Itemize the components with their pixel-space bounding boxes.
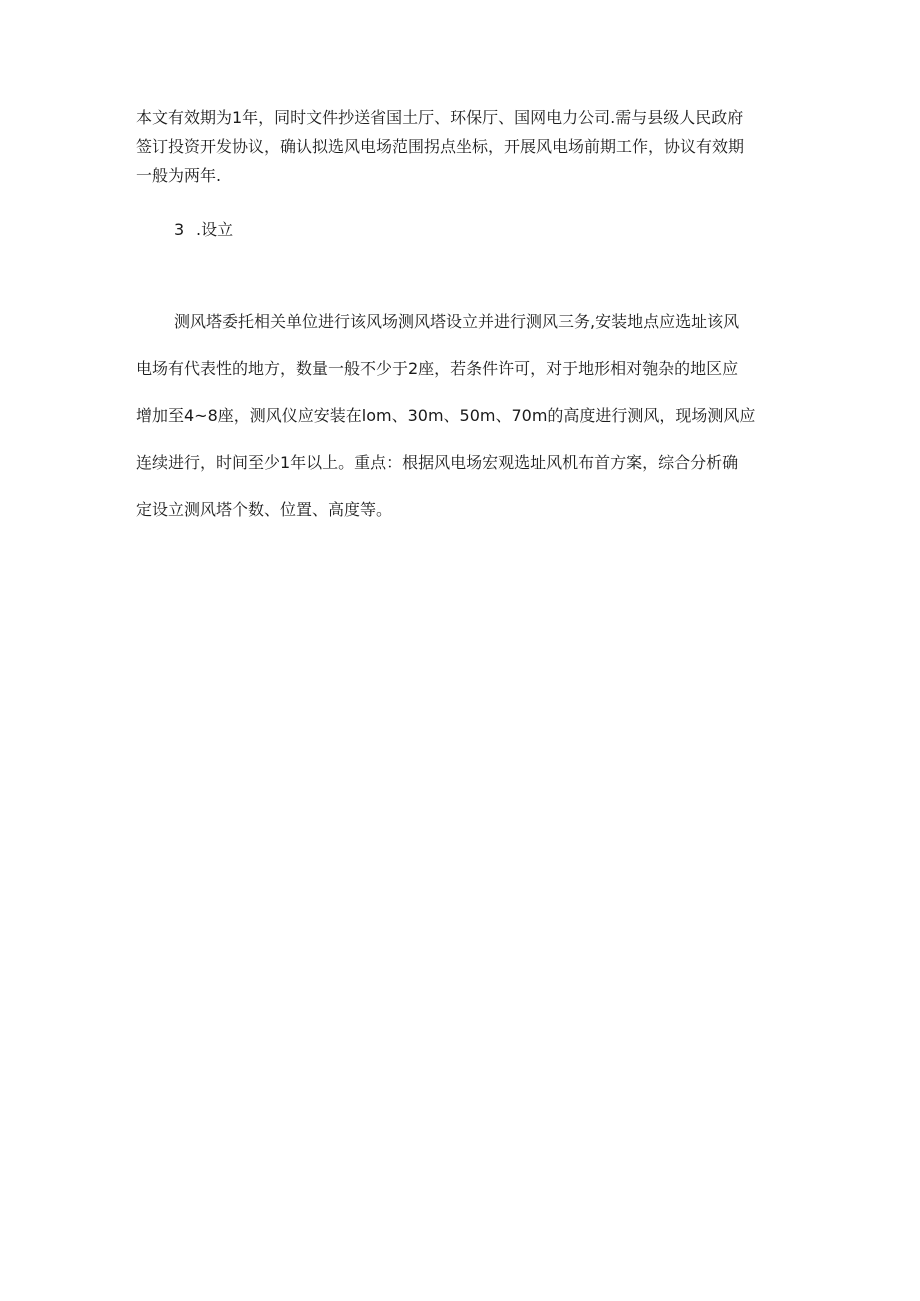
section-heading <box>174 218 474 242</box>
text-line: 连续进行，时间至少1年以上。重点：根据风电场宏观选址风机布首方案，综合分析确 <box>136 453 739 472</box>
text-line: 定设立测风塔个数、位置、高度等。 <box>136 500 393 519</box>
text-line: 本文有效期为1年，同时文件抄送省国土厅、环保厅、国网电力公司.需与县级人民政府 <box>136 108 744 127</box>
text-line: 电场有代表性的地方，数量一般不少于2座，若条件许可，对于地形相对匏杂的地区应 <box>136 359 739 378</box>
section-title: .设立 <box>196 220 234 239</box>
paragraph-wind-tower <box>136 298 796 533</box>
section-number: 3 <box>174 220 185 239</box>
text-line: 增加至4~8座，测风仪应安装在lom、30m、50m、70m的高度进行测风，现场测风应 <box>136 406 756 425</box>
text-line: 签订投资开发协议，确认拟选风电场范围拐点坐标，开展风电场前期工作，协议有效期 <box>136 137 745 156</box>
text-line: 一般为两年. <box>136 166 222 185</box>
paragraph-validity-agreement <box>136 103 796 190</box>
text-line: 测风塔委托相关单位进行该风场测风塔设立并进行测风三务,安装地点应选址该风 <box>174 312 740 331</box>
